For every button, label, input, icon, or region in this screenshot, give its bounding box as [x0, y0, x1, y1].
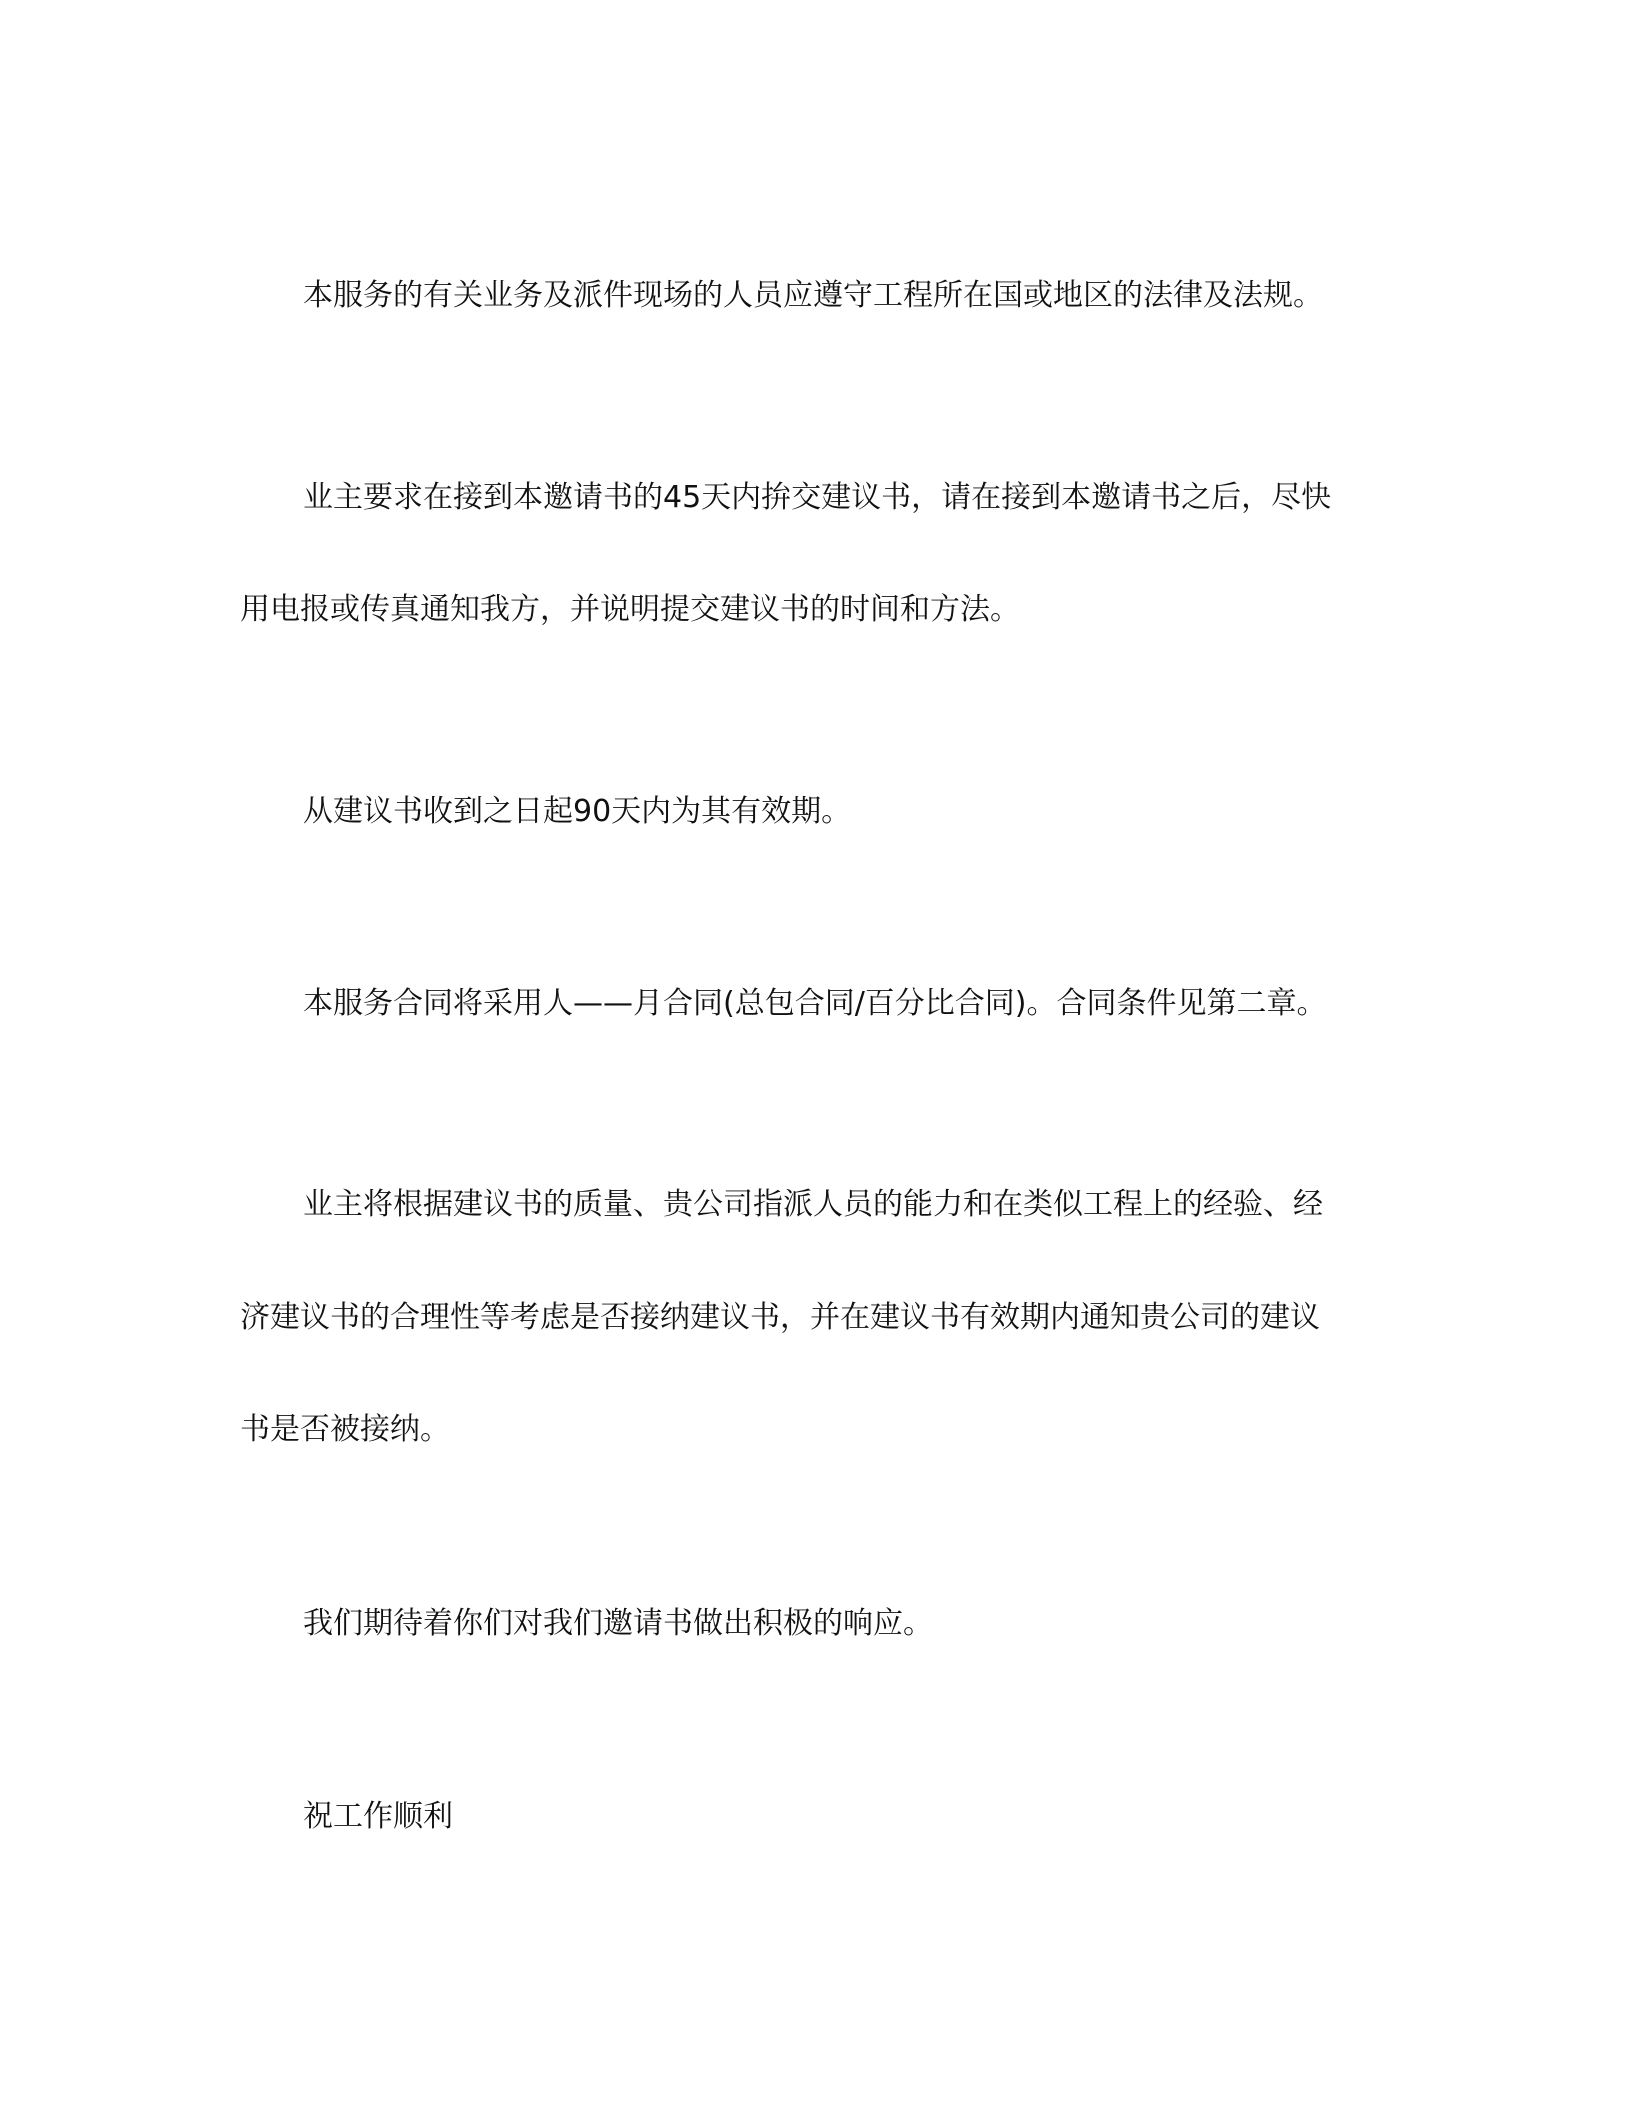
paragraph-2-line-1: 业主要求在接到本邀请书的45天内拚交建议书，请在接到本邀请书之后，尽快 — [303, 480, 1332, 515]
paragraph-5-line-2: 济建议书的合理性等考虑是否接纳建议书，并在建议书有效期内通知贵公司的建议 — [240, 1300, 1320, 1335]
paragraph-7-line-1: 祝工作顺利 — [303, 1799, 453, 1834]
paragraph-5-line-3: 书是否被接纳。 — [240, 1412, 450, 1447]
paragraph-3-line-1: 从建议书收到之日起90天内为其有效期。 — [303, 794, 852, 829]
paragraph-1-line-1: 本服务的有关业务及派件现场的人员应遵守工程所在国或地区的法律及法规。 — [303, 278, 1323, 313]
paragraph-4-line-1: 本服务合同将采用人——月合同(总包合同/百分比合同)。合同条件见第二章。 — [303, 986, 1327, 1021]
paragraph-5-line-1: 业主将根据建议书的质量、贵公司指派人员的能力和在类似工程上的经验、经 — [303, 1187, 1323, 1222]
paragraph-6-line-1: 我们期待着你们对我们邀请书做出积极的响应。 — [303, 1606, 933, 1641]
paragraph-2-line-2: 用电报或传真通知我方，并说明提交建议书的时间和方法。 — [240, 592, 1020, 627]
